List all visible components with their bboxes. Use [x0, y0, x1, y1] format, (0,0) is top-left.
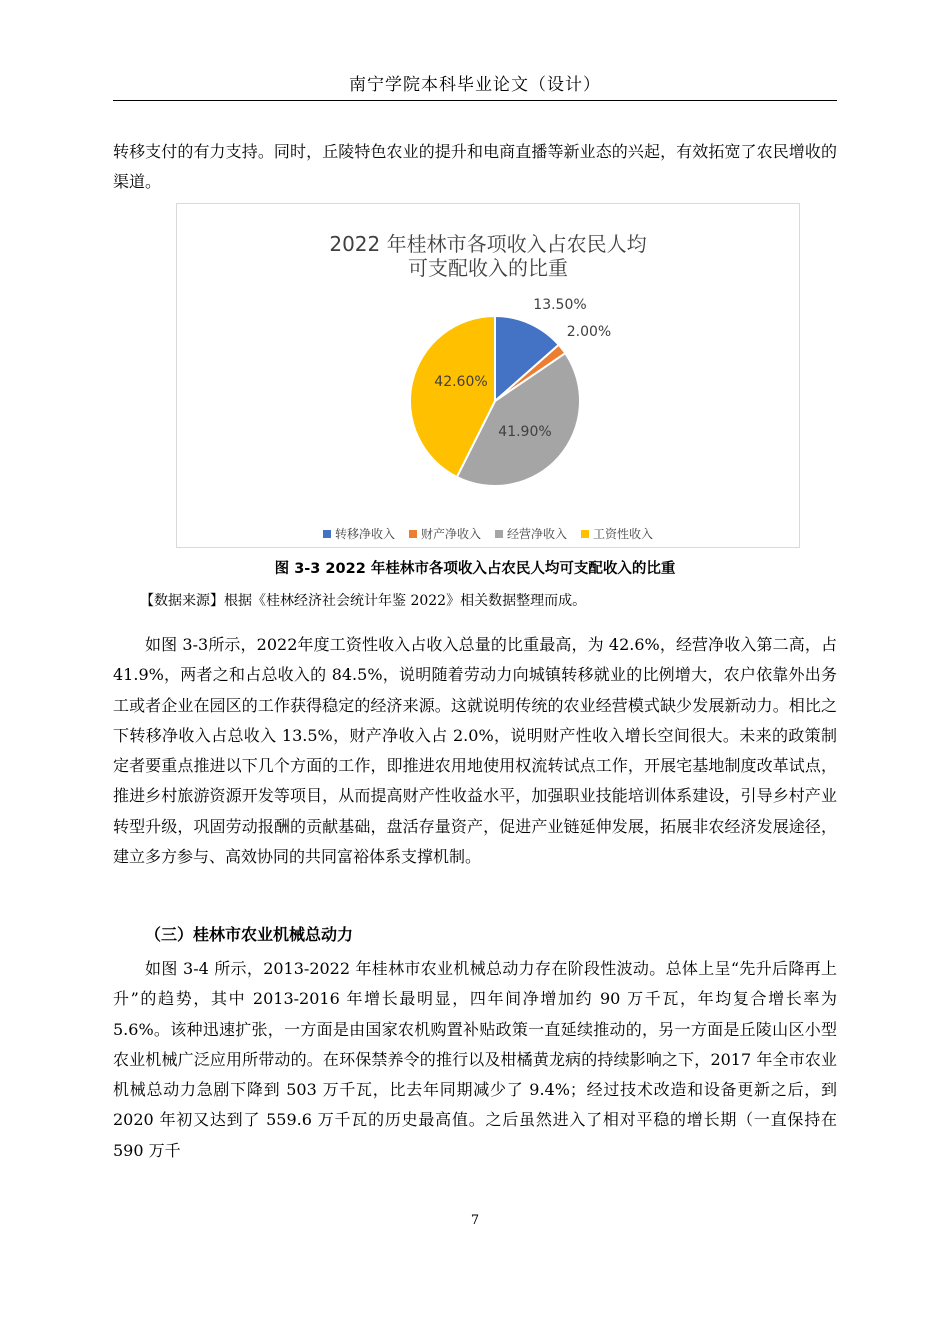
- slice-data-label: 42.60%: [434, 374, 488, 390]
- pie-chart: [176, 203, 800, 548]
- legend-item: [495, 525, 567, 542]
- chart-title-line-1: 2022 年桂林市各项收入占农民人均: [329, 232, 647, 256]
- legend-label: 经营净收入: [507, 527, 568, 541]
- legend-swatch: [581, 530, 589, 538]
- legend-swatch: [323, 530, 331, 538]
- intro-paragraph: 转移支付的有力支持。同时，丘陵特色农业的提升和电商直播等新业态的兴起，有效拓宽了农民增收的渠道。: [113, 142, 837, 192]
- slice-data-label: 13.50%: [533, 297, 587, 313]
- slice-data-label: 2.00%: [566, 324, 612, 340]
- pie-svg: [177, 204, 799, 547]
- page-header: 南宁学院本科毕业论文（设计）: [349, 75, 601, 95]
- figure-caption: 图 3-3 2022 年桂林市各项收入占农民人均可支配收入的比重: [274, 561, 676, 577]
- section-paragraph: 如图 3-4 所示，2013-2022 年桂林市农业机械总动力存在阶段性波动。总体上呈“先升后降再上升”的趋势，其中 2013-2016 年增长最明显，四年间净增加约 90 万千瓦，年均复合增长率为 5.6%。该种迅速扩张，一方面是由国家农机购置补贴政策一直延续推动的，另一方面是丘陵山区小型农业机械广泛应用所带动的。在环保禁养令的推行以及柑橘黄龙病的持续影响之下，2017 年全市农业机械总动力急剧下降到 503 万千瓦，比去年同期减少了 9.4%；经过技术改造和设备更新之后，到 2020 年初又达到了 559.6 万千瓦的历史最高值。之后虽然进入了相对平稳的增长期（一直保持在 590 万千: [113, 959, 837, 1160]
- legend-swatch: [409, 530, 417, 538]
- legend-label: 财产净收入: [420, 527, 481, 541]
- slice-data-label: 41.90%: [498, 424, 552, 440]
- page-number: 7: [470, 1213, 480, 1228]
- analysis-paragraph: 如图 3-3所示，2022年度工资性收入占收入总量的比重最高，为 42.6%，经营净收入第二高，占 41.9%，两者之和占总收入的 84.5%，说明随着劳动力向城镇转移就业的比例增大，农户依靠外出务工或者企业在园区的工作获得稳定的经济来源。这就说明传统的农业经营模式缺少发展新动力。相比之下转移净收入占总收入 13.5%，财产净收入占 2.0%，说明财产性收入增长空间很大。未来的政策制定者要重点推进以下几个方面的工作，即推进农用地使用权流转试点工作，开展宅基地制度改革试点，推进乡村旅游资源开发等项目，从而提高财产性收益水平，加强职业技能培训体系建设，引导乡村产业转型升级，巩固劳动报酬的贡献基础，盘活存量资产，促进产业链延伸发展，拓展非农经济发展途径，建立多方参与、高效协同的共同富裕体系支撑机制。: [113, 635, 837, 867]
- legend-swatch: [495, 530, 503, 538]
- legend-label: 转移净收入: [334, 527, 395, 541]
- data-source-note: 【数据来源】根据《桂林经济社会统计年鉴 2022》相关数据整理而成。: [140, 593, 587, 609]
- legend-item: [581, 525, 653, 542]
- legend-item: [409, 525, 481, 542]
- header-rule: [113, 100, 837, 101]
- chart-legend: [177, 525, 799, 542]
- section-heading: （三）桂林市农业机械总动力: [145, 925, 354, 944]
- chart-title-line-2: 可支配收入的比重: [408, 256, 568, 280]
- legend-item: [323, 525, 395, 542]
- legend-label: 工资性收入: [593, 527, 654, 541]
